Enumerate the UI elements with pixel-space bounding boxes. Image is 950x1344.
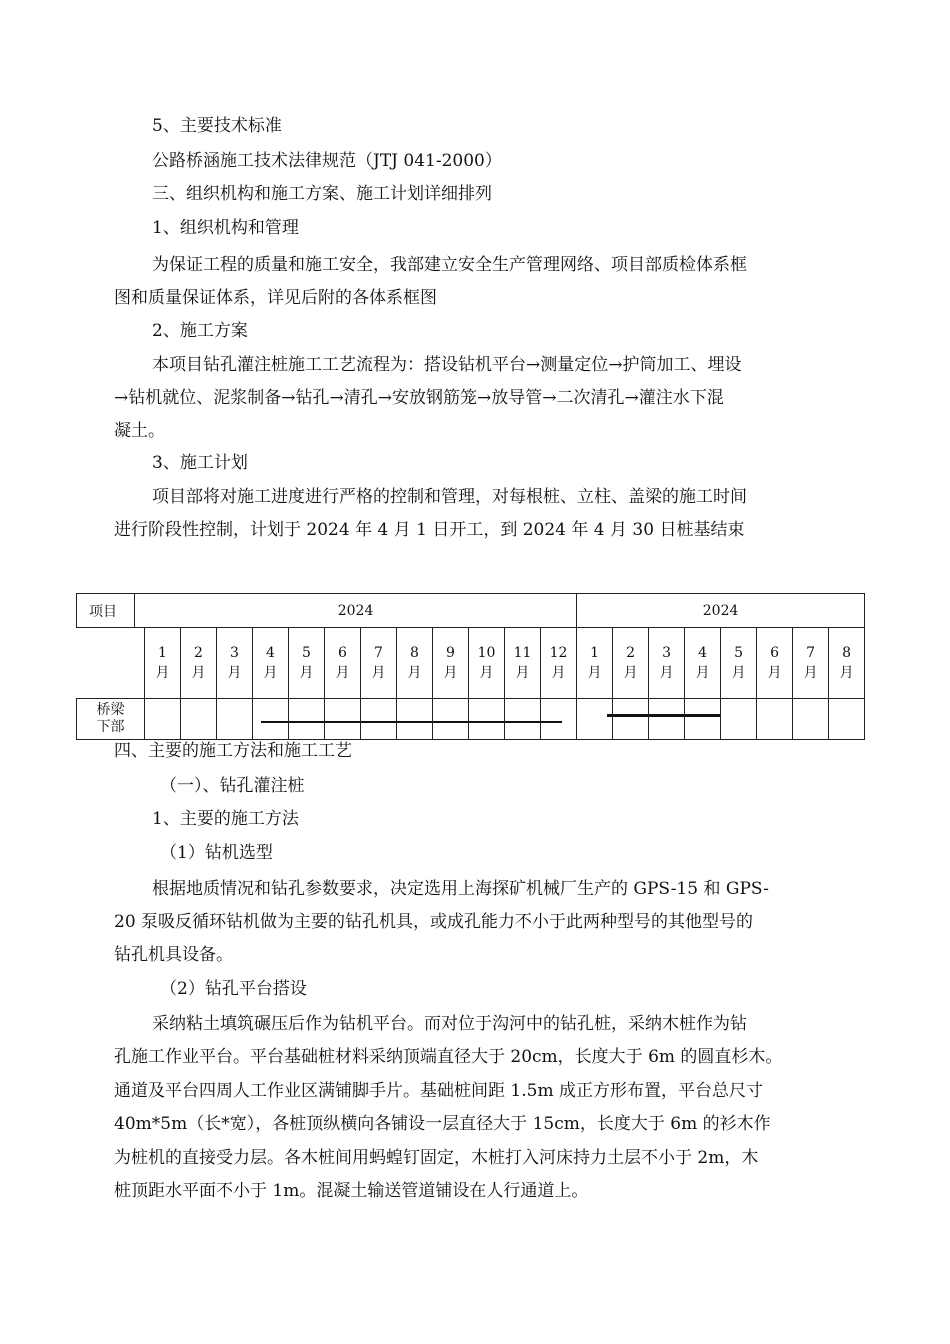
gantt-bar [397,721,432,723]
schedule-year-2: 2024 [577,594,865,628]
gantt-cell [289,699,325,740]
month-cell [685,628,721,699]
month-unit: 月 [299,665,314,681]
paragraph-line: 为桩机的直接受力层。各木桩间用蚂蝗钉固定，木桩打入河床持力土层不小于 2m，木 [114,1148,759,1168]
row-label-line1: 桥梁 [96,702,125,718]
month-number: 4 [698,645,708,661]
gantt-cell [145,699,181,740]
month-unit: 月 [407,665,422,681]
month-cell [469,628,505,699]
month-unit: 月 [803,665,818,681]
gantt-bar [433,721,468,723]
gantt-cell [649,699,685,740]
month-cell [613,628,649,699]
month-number: 6 [338,645,347,661]
gantt-bar [325,721,360,723]
section-heading: 3、施工计划 [152,453,248,473]
gantt-cell [505,699,541,740]
section-heading: 三、组织机构和施工方案、施工计划详细排列 [152,184,492,204]
gantt-cell [685,699,721,740]
month-cell [217,628,253,699]
section-heading: 5、主要技术标准 [152,116,282,136]
month-cell [289,628,325,699]
month-number: 5 [302,645,311,661]
schedule-header-item: 项目 [77,594,135,628]
month-cell [325,628,361,699]
gantt-cell [469,699,505,740]
month-number: 12 [549,645,568,661]
gantt-cell [253,699,289,740]
month-number: 2 [194,645,203,661]
section-heading: 四、主要的施工方法和施工工艺 [114,741,352,761]
gantt-cell [757,699,793,740]
paragraph-line: 孔施工作业平台。平台基础桩材料采纳顶端直径大于 20cm，长度大于 6m 的圆直杉木。 [114,1047,783,1067]
month-unit: 月 [479,665,494,681]
paragraph-line: 桩顶距水平面不小于 1m。混凝土输送管道铺设在人行通道上。 [114,1181,589,1201]
paragraph-line: 凝土。 [114,421,165,441]
gantt-cell [397,699,433,740]
month-number: 8 [410,645,419,661]
paragraph-line: →钻机就位、泥浆制备→钻孔→清孔→安放钢筋笼→放导管→二次清孔→灌注水下混 [114,388,724,408]
month-cell [433,628,469,699]
month-unit: 月 [515,665,530,681]
gantt-cell [577,699,613,740]
month-cell [253,628,289,699]
month-cell [829,628,865,699]
month-number: 7 [374,645,383,661]
gantt-cell [721,699,757,740]
section-heading: （1）钻机选型 [160,843,273,863]
gantt-cell [829,699,865,740]
month-unit: 月 [263,665,278,681]
gantt-bar [649,714,684,717]
month-cell [757,628,793,699]
month-number: 8 [842,645,852,661]
row-label [77,699,145,740]
paragraph-line: 项目部将对施工进度进行严格的控制和管理，对每根桩、立柱、盖梁的施工时间 [152,487,747,507]
month-cell [181,628,217,699]
month-cell [361,628,397,699]
section-heading: 1、主要的施工方法 [152,809,299,829]
month-unit: 月 [659,665,674,681]
paragraph-line: 图和质量保证体系，详见后附的各体系框图 [114,288,437,308]
month-number: 4 [266,645,275,661]
paragraph-line: 为保证工程的质量和施工安全，我部建立安全生产管理网络、项目部质检体系框 [152,255,747,275]
row-label-line2: 下部 [96,719,125,735]
paragraph-line: 采纳粘土填筑碾压后作为钻机平台。而对位于沟河中的钻孔桩，采纳木桩作为钻 [152,1014,747,1034]
gantt-bar [505,721,540,723]
month-unit: 月 [731,665,746,681]
paragraph-line: 通道及平台四周人工作业区满铺脚手片。基础桩间距 1.5m 成正方形布置，平台总尺寸 [114,1081,763,1101]
month-cell [577,628,613,699]
month-number: 3 [230,645,239,661]
gantt-cell [613,699,649,740]
month-number: 1 [158,645,167,661]
gantt-cell [361,699,397,740]
paragraph-line: 20 泵吸反循环钻机做为主要的钻孔机具，或成孔能力不小于此两种型号的其他型号的 [114,912,754,932]
month-unit: 月 [623,665,638,681]
month-cell [793,628,829,699]
month-cell [721,628,757,699]
month-number: 11 [513,645,532,661]
month-unit: 月 [839,665,854,681]
gantt-cell [793,699,829,740]
gantt-cell [217,699,253,740]
section-heading: （一）、钻孔灌注桩 [160,776,305,796]
paragraph-line: 根据地质情况和钻孔参数要求，决定选用上海探矿机械厂生产的 GPS-15 和 GPS- [152,879,769,899]
gantt-cell [433,699,469,740]
schedule-table [76,593,865,740]
paragraph-line: 进行阶段性控制，计划于 2024 年 4 月 1 日开工，到 2024 年 4 月 30 日桩基结束 [114,520,745,540]
paragraph: 公路桥涵施工技术法律规范（JTJ 041-2000） [152,151,502,171]
month-number: 9 [446,645,455,661]
gantt-cell [181,699,217,740]
section-heading: 2、施工方案 [152,321,248,341]
gantt-bar [607,714,648,717]
gantt-bar [261,721,288,723]
month-cell [541,628,577,699]
month-unit: 月 [695,665,710,681]
month-number: 5 [734,645,744,661]
gantt-bar [541,721,562,723]
month-unit: 月 [155,665,170,681]
month-number: 7 [806,645,816,661]
month-number: 1 [590,645,600,661]
gantt-bar [685,714,720,717]
month-unit: 月 [227,665,242,681]
month-unit: 月 [587,665,602,681]
month-unit: 月 [371,665,386,681]
month-unit: 月 [767,665,782,681]
month-unit: 月 [443,665,458,681]
month-number: 10 [477,645,496,661]
month-cell [505,628,541,699]
gantt-bar [361,721,396,723]
section-heading: （2）钻孔平台搭设 [160,979,307,999]
month-unit: 月 [551,665,566,681]
month-cell [649,628,685,699]
section-heading: 1、组织机构和管理 [152,218,299,238]
gantt-bar [469,721,504,723]
month-unit: 月 [335,665,350,681]
month-cell [397,628,433,699]
paragraph-line: 钻孔机具设备。 [114,945,233,965]
gantt-bar [289,721,324,723]
month-number: 2 [626,645,636,661]
gantt-cell [325,699,361,740]
month-number: 3 [662,645,672,661]
month-number: 6 [770,645,780,661]
paragraph-line: 40m*5m（长*宽），各桩顶纵横向各铺设一层直径大于 15cm，长度大于 6m 的衫木作 [114,1114,771,1134]
month-unit: 月 [191,665,206,681]
month-cell [145,628,181,699]
schedule-year-1: 2024 [135,594,577,628]
paragraph-line: 本项目钻孔灌注桩施工工艺流程为：搭设钻机平台→测量定位→护筒加工、埋设 [152,355,742,375]
gantt-cell [541,699,577,740]
blank-cell [77,628,145,699]
